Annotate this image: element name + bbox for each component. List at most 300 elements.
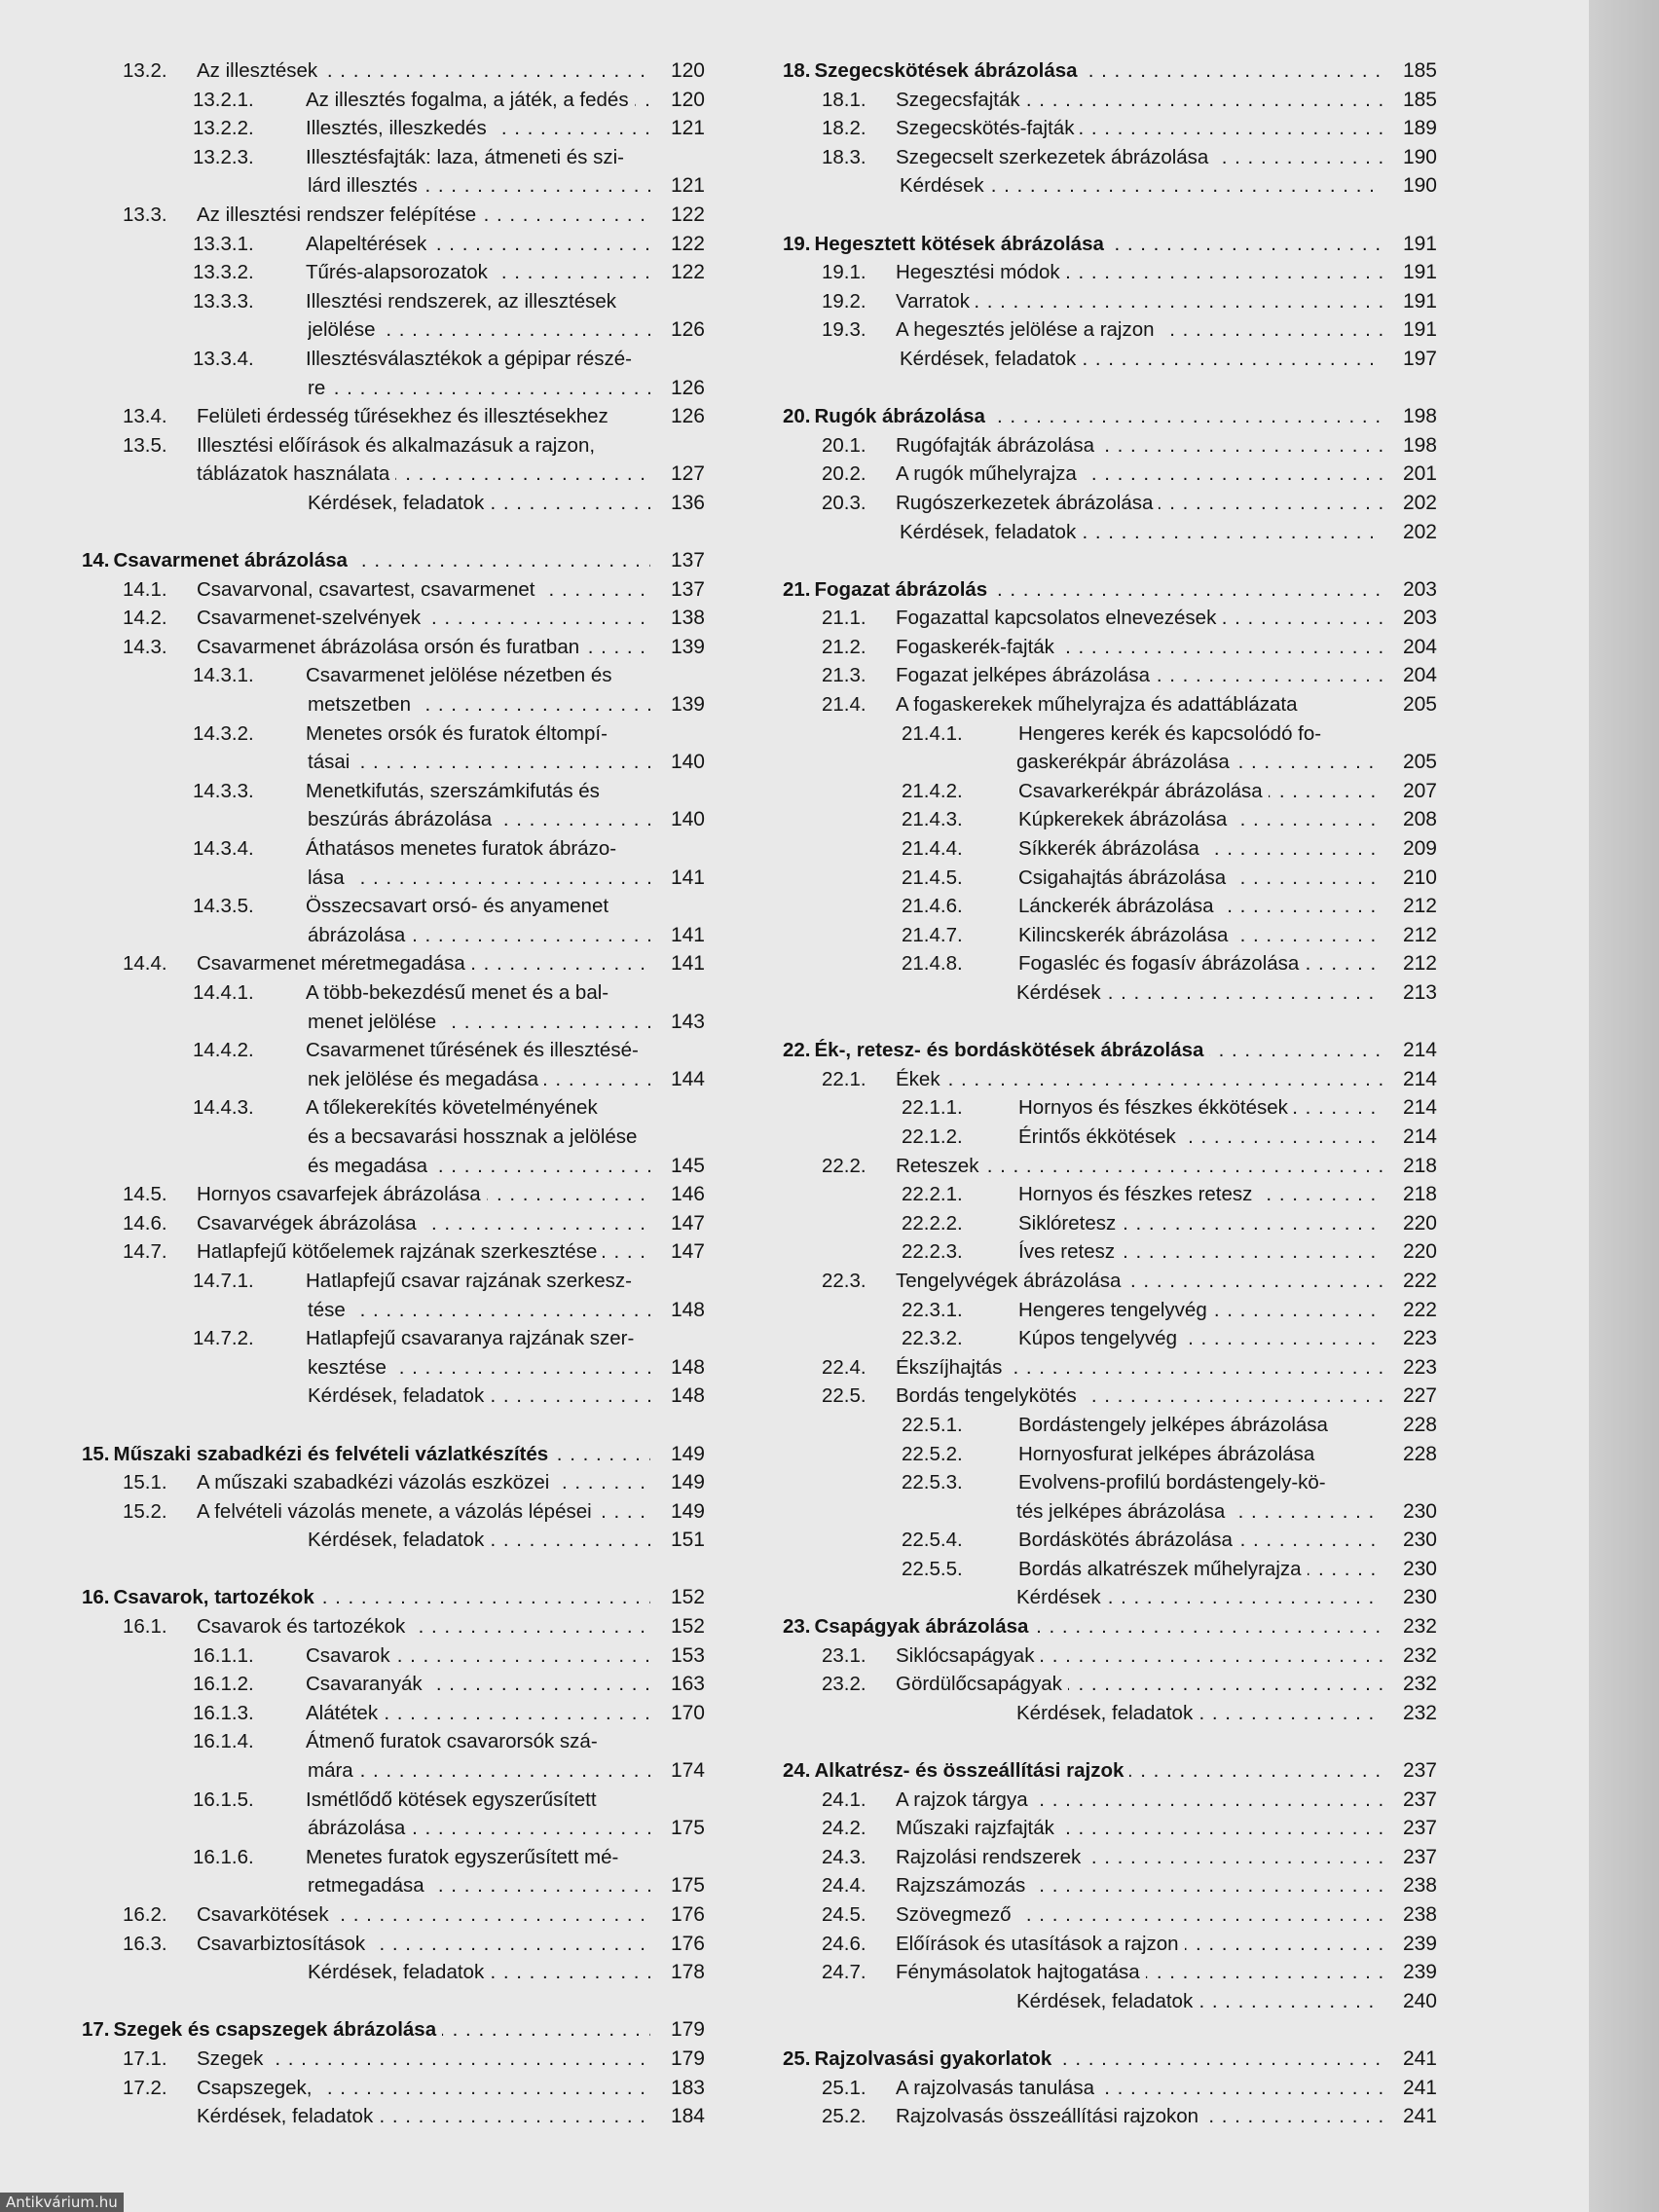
toc-entry-page: 137 [670, 549, 705, 572]
toc-entry-page: 239 [1402, 1961, 1437, 1984]
toc-entry [783, 1526, 1437, 1555]
toc-entry-title: Csavarvégek ábrázolása [197, 1212, 423, 1235]
toc-entry-title: táblázatok használata [197, 462, 395, 485]
toc-entry [82, 230, 705, 259]
toc-entry [783, 1555, 1437, 1584]
toc-entry-page: 179 [670, 2018, 705, 2042]
toc-entry-number: 21.4. [822, 693, 866, 717]
toc-entry-number: 21.3. [822, 664, 866, 687]
toc-entry [82, 460, 705, 489]
toc-entry [783, 719, 1437, 749]
toc-entry-title: Hornyosfurat jelképes ábrázolása [1018, 1443, 1320, 1465]
toc-entry-title: Bordáskötés ábrázolása [1018, 1529, 1238, 1551]
toc-entry-page: 139 [670, 693, 705, 717]
toc-chapter [82, 1440, 705, 1469]
toc-entry-title: Ékek [896, 1068, 946, 1090]
toc-entry-title: Csavarbiztosítások [197, 1933, 371, 1955]
toc-entry-number: 22.1.1. [902, 1096, 963, 1120]
toc-entry-title: Szegecselt szerkezetek ábrázolása [896, 146, 1214, 168]
toc-entry [783, 1987, 1437, 2016]
toc-entry-page: 140 [670, 751, 705, 774]
toc-entry [82, 1267, 705, 1296]
toc-chapter [783, 230, 1437, 259]
toc-entry-page: 220 [1402, 1211, 1437, 1235]
toc-column-left [82, 56, 705, 2131]
toc-entry-title: Előírások és utasítások a rajzon [896, 1933, 1185, 1955]
toc-entry-page: 126 [670, 318, 705, 342]
toc-entry-title: Tengelyvégek ábrázolása [896, 1270, 1126, 1292]
toc-entry-title: Siklóretesz [1018, 1212, 1122, 1235]
toc-entry-title: Rajzolvasási gyakorlatok [815, 2047, 1058, 2070]
toc-entry-title: Kérdések, feladatok [308, 492, 490, 514]
toc-entry [783, 1093, 1437, 1123]
toc-entry-number: 23.2. [822, 1673, 866, 1696]
toc-entry [82, 431, 705, 461]
toc-entry-page: 190 [1402, 174, 1437, 198]
toc-entry-title: retmegadása [308, 1874, 430, 1897]
toc-entry-number: 24.7. [822, 1961, 866, 1984]
toc-entry-title: Műszaki szabadkézi és felvételi vázlatkészítés [114, 1443, 555, 1465]
toc-entry [783, 921, 1437, 950]
toc-entry-page: 203 [1402, 577, 1437, 601]
toc-entry-number: 14.7.1. [193, 1269, 254, 1292]
toc-entry-number: 14.3.5. [193, 895, 254, 918]
toc-entry [783, 1843, 1437, 1872]
toc-entry-title: Csavarmenet ábrázolása [114, 549, 353, 571]
toc-entry-page: 232 [1402, 1701, 1437, 1724]
toc-entry-page: 241 [1402, 2076, 1437, 2099]
watermark-footer: Antikvárium.hu [0, 2193, 124, 2212]
toc-entry-page: 147 [670, 1211, 705, 1235]
toc-entry-number: 13.3.3. [193, 289, 254, 313]
toc-entry-title: Ismétlődő kötések egyszerűsített [306, 1788, 603, 1811]
toc-entry-page: 241 [1402, 2046, 1437, 2070]
toc-entry-number: 14.3.2. [193, 721, 254, 745]
toc-chapter [82, 2015, 705, 2045]
toc-entry-page: 210 [1402, 866, 1437, 889]
toc-entry-title: Érintős ékkötések [1018, 1125, 1182, 1148]
toc-entry-page: 212 [1402, 895, 1437, 918]
toc-entry [82, 1756, 705, 1786]
toc-entry-page: 122 [670, 261, 705, 284]
toc-entry [783, 690, 1437, 719]
toc-entry-number: 16.2. [123, 1903, 167, 1926]
toc-entry [82, 2045, 705, 2074]
toc-entry-title: Tűrés-alapsorozatok [306, 261, 494, 283]
toc-entry-title: re [308, 377, 331, 399]
toc-entry-number: 22.2. [822, 1154, 866, 1177]
toc-entry-page: 152 [670, 1615, 705, 1639]
toc-entry [82, 2074, 705, 2103]
toc-entry-page: 152 [670, 1586, 705, 1609]
toc-entry-title: Kérdések, feladatok [308, 1961, 490, 1983]
toc-entry-number: 13.2.1. [193, 88, 254, 111]
toc-entry [783, 834, 1437, 864]
toc-entry-number: 13.2.2. [193, 117, 254, 140]
toc-entry-title: Bordástengely jelképes ábrázolása [1018, 1414, 1334, 1436]
toc-entry [783, 1583, 1437, 1612]
toc-entry-page: 230 [1402, 1557, 1437, 1580]
toc-entry-number: 22.5.2. [902, 1442, 963, 1465]
toc-entry-title: beszúrás ábrázolása [308, 808, 498, 830]
toc-entry [783, 1641, 1437, 1671]
toc-entry-number: 22.3.2. [902, 1327, 963, 1350]
toc-entry [783, 748, 1437, 777]
toc-entry-number: 14. [82, 549, 110, 572]
toc-entry [783, 1670, 1437, 1699]
toc-entry-title: A rajzok tárgya [896, 1788, 1034, 1811]
toc-entry [82, 892, 705, 921]
toc-entry-number: 21.2. [822, 635, 866, 658]
toc-entry [783, 1930, 1437, 1959]
toc-entry-page: 149 [670, 1442, 705, 1465]
toc-entry [783, 114, 1437, 143]
toc-entry-title: Rugószerkezetek ábrázolása [896, 492, 1159, 514]
toc-entry-page: 141 [670, 952, 705, 976]
toc-entry-title: Illesztés, illeszkedés [306, 117, 493, 139]
toc-entry-number: 21.4.6. [902, 895, 963, 918]
toc-entry-number: 25.2. [822, 2105, 866, 2128]
toc-entry-page: 230 [1402, 1529, 1437, 1552]
toc-entry-number: 16.3. [123, 1932, 167, 1955]
toc-entry-number: 24.2. [822, 1817, 866, 1840]
toc-entry-number: 22.5.1. [902, 1413, 963, 1436]
toc-entry-page: 146 [670, 1183, 705, 1206]
toc-entry-number: 24.5. [822, 1903, 866, 1926]
toc-entry-number: 20.3. [822, 491, 866, 514]
toc-entry [82, 661, 705, 690]
toc-entry-page: 237 [1402, 1788, 1437, 1811]
toc-entry-page: 222 [1402, 1269, 1437, 1292]
toc-entry-number: 21.4.3. [902, 808, 963, 831]
toc-entry [82, 1353, 705, 1382]
toc-entry-title: Fogazat ábrázolás [815, 578, 994, 601]
toc-entry-title: Ék-, retesz- és bordáskötések ábrázolása [815, 1039, 1210, 1061]
toc-entry-title: A tőlekerekítés követelményének [306, 1096, 604, 1119]
toc-entry-title: Fogasléc és fogasív ábrázolása [1018, 952, 1305, 975]
toc-entry [783, 1180, 1437, 1209]
toc-entry [82, 1123, 705, 1152]
toc-entry-number: 18.3. [822, 145, 866, 168]
toc-entry [783, 287, 1437, 316]
toc-entry-title: Rugófajták ábrázolása [896, 434, 1100, 457]
toc-chapter [783, 56, 1437, 86]
toc-entry [783, 777, 1437, 806]
toc-entry-page: 207 [1402, 779, 1437, 802]
toc-entry-title: Az illesztés fogalma, a játék, a fedés [306, 89, 635, 111]
toc-entry [783, 1497, 1437, 1527]
toc-entry [783, 864, 1437, 893]
toc-entry [783, 1411, 1437, 1440]
toc-entry-title: Kérdések, feladatok [308, 1384, 490, 1407]
toc-entry-title: Kérdések, feladatok [900, 521, 1082, 543]
toc-entry-page: 237 [1402, 1817, 1437, 1840]
toc-entry [82, 86, 705, 115]
toc-entry-number: 21.4.7. [902, 923, 963, 946]
toc-entry-page: 151 [670, 1529, 705, 1552]
toc-entry-page: 176 [670, 1903, 705, 1926]
toc-entry-page: 232 [1402, 1643, 1437, 1667]
toc-entry-page: 214 [1402, 1096, 1437, 1120]
toc-entry-number: 17.2. [123, 2076, 167, 2099]
toc-entry-page: 175 [670, 1817, 705, 1840]
toc-entry-page: 202 [1402, 520, 1437, 543]
toc-entry-title: Reteszek [896, 1155, 984, 1177]
toc-entry-title: Rajzszámozás [896, 1874, 1031, 1897]
toc-entry-title: Az illesztési rendszer felépítése [197, 203, 482, 226]
toc-entry-title: Hatlapfejű csavar rajzának szerkesz- [306, 1270, 638, 1292]
toc-entry-title: Hatlapfejű csavaranya rajzának szer- [306, 1327, 640, 1349]
toc-entry-number: 24.3. [822, 1845, 866, 1868]
toc-entry-number: 16.1.4. [193, 1730, 254, 1753]
toc-entry [783, 1296, 1437, 1325]
toc-entry-number: 21. [783, 577, 811, 601]
toc-entry-page: 149 [670, 1471, 705, 1494]
toc-entry [82, 864, 705, 893]
toc-entry-page: 220 [1402, 1240, 1437, 1264]
toc-entry-title: Műszaki rajzfajták [896, 1817, 1060, 1839]
toc-entry-number: 24.4. [822, 1874, 866, 1898]
toc-entry-page: 205 [1402, 751, 1437, 774]
toc-entry-title: Alkatrész- és összeállítási rajzok [815, 1759, 1130, 1782]
toc-entry-title: Síkkerék ábrázolása [1018, 837, 1205, 860]
toc-entry-title: gaskerékpár ábrázolása [1016, 751, 1235, 773]
toc-entry-title: A hegesztés jelölése a rajzon [896, 318, 1161, 341]
toc-entry [783, 1209, 1437, 1238]
toc-entry-page: 183 [670, 2076, 705, 2099]
toc-entry [82, 1209, 705, 1238]
toc-entry-page: 121 [670, 117, 705, 140]
toc-entry-number: 24.1. [822, 1788, 866, 1811]
toc-entry-title: Hegesztett kötések ábrázolása [815, 233, 1110, 255]
toc-entry-page: 145 [670, 1154, 705, 1177]
toc-entry-page: 205 [1402, 693, 1437, 717]
toc-entry [82, 1468, 705, 1497]
toc-entry-number: 19.1. [822, 261, 866, 284]
toc-entry-page: 136 [670, 491, 705, 514]
toc-entry-page: 230 [1402, 1499, 1437, 1523]
toc-entry [783, 1065, 1437, 1094]
toc-entry-title: kesztése [308, 1356, 392, 1379]
toc-entry-number: 23. [783, 1615, 811, 1639]
toc-entry-page: 208 [1402, 808, 1437, 831]
toc-entry-title: Csavarkötések [197, 1903, 335, 1926]
toc-entry-page: 140 [670, 808, 705, 831]
toc-entry-title: Kilincskerék ábrázolása [1018, 924, 1234, 946]
toc-entry-page: 147 [670, 1240, 705, 1264]
toc-entry [82, 1612, 705, 1641]
toc-entry [783, 460, 1437, 489]
toc-entry [783, 1699, 1437, 1728]
toc-entry-number: 16.1.1. [193, 1643, 254, 1667]
toc-entry-page: 232 [1402, 1673, 1437, 1696]
toc-entry-page: 189 [1402, 117, 1437, 140]
toc-entry [82, 56, 705, 86]
toc-entry-title: Gördülőcsapágyak [896, 1673, 1068, 1695]
toc-entry-title: Csavarkerékpár ábrázolása [1018, 780, 1269, 802]
toc-entry-page: 148 [670, 1384, 705, 1408]
toc-entry-title: A rugók műhelyrajza [896, 462, 1083, 485]
toc-entry-title: Szegek [197, 2047, 269, 2070]
toc-entry-title: Kérdések, feladatok [1016, 1990, 1198, 2012]
toc-entry-title: Csavarmenet tűrésének és illesztésé- [306, 1039, 645, 1061]
toc-entry-number: 17.1. [123, 2046, 167, 2070]
toc-entry-number: 22.5.3. [902, 1471, 963, 1494]
toc-entry-title: A fogaskerekek műhelyrajza és adattáblázata [896, 693, 1304, 716]
toc-entry-title: Illesztési rendszerek, az illesztések [306, 290, 622, 313]
toc-entry-number: 14.2. [123, 607, 167, 630]
toc-entry-number: 23.1. [822, 1643, 866, 1667]
toc-entry [783, 345, 1437, 374]
toc-entry [82, 1497, 705, 1527]
toc-entry [783, 604, 1437, 633]
toc-entry [783, 1324, 1437, 1353]
toc-entry [783, 2102, 1437, 2131]
toc-entry-page: 144 [670, 1067, 705, 1090]
toc-entry [783, 489, 1437, 518]
toc-entry-number: 21.4.8. [902, 952, 963, 976]
toc-entry-page: 121 [670, 174, 705, 198]
toc-entry-number: 16.1.5. [193, 1788, 254, 1811]
toc-entry-number: 21.4.1. [902, 721, 963, 745]
toc-entry-page: 149 [670, 1499, 705, 1523]
toc-entry-number: 22.5.5. [902, 1557, 963, 1580]
toc-entry-title: Csapágyak ábrázolása [815, 1615, 1035, 1638]
toc-entry-page: 223 [1402, 1327, 1437, 1350]
toc-column-right [783, 56, 1437, 2131]
toc-entry-title: A felvételi vázolás menete, a vázolás lépései [197, 1500, 598, 1523]
toc-entry-title: Varratok [896, 290, 976, 313]
toc-entry [783, 1958, 1437, 1987]
toc-entry-number: 14.4. [123, 952, 167, 976]
toc-entry-title: Hornyos és fészkes ékkötések [1018, 1096, 1294, 1119]
toc-entry [783, 431, 1437, 461]
toc-entry-title: Csigahajtás ábrázolása [1018, 866, 1232, 889]
toc-entry-number: 15. [82, 1442, 110, 1465]
toc-entry [783, 1814, 1437, 1843]
toc-entry [82, 1871, 705, 1900]
toc-entry-title: Rajzolási rendszerek [896, 1846, 1087, 1868]
toc-entry-page: 139 [670, 635, 705, 658]
toc-entry-number: 13.3. [123, 203, 167, 226]
toc-entry-title: lása [308, 866, 350, 889]
toc-entry [783, 1267, 1437, 1296]
toc-entry-title: Összecsavart orsó- és anyamenet [306, 895, 614, 917]
toc-entry-title: Hornyos és fészkes retesz [1018, 1183, 1258, 1205]
toc-entry-number: 18.2. [822, 117, 866, 140]
toc-entry-title: Illesztési előírások és alkalmazásuk a rajzon, [197, 434, 601, 457]
toc-entry-page: 122 [670, 232, 705, 255]
toc-entry-page: 227 [1402, 1384, 1437, 1408]
toc-entry-number: 14.7. [123, 1240, 167, 1264]
toc-entry [82, 2102, 705, 2131]
toc-entry [783, 633, 1437, 662]
toc-entry-title: Menetes orsók és furatok éltompí- [306, 722, 613, 745]
toc-entry-page: 214 [1402, 1067, 1437, 1090]
toc-entry-title: Kérdések, feladatok [308, 1529, 490, 1551]
toc-entry-title: Fogazattal kapcsolatos elnevezések [896, 607, 1222, 629]
toc-entry [82, 402, 705, 431]
toc-entry [783, 892, 1437, 921]
toc-entry-title: tés jelképes ábrázolása [1016, 1500, 1231, 1523]
toc-entry-page: 197 [1402, 347, 1437, 370]
toc-entry [783, 1123, 1437, 1152]
toc-entry-number: 18. [783, 59, 811, 82]
toc-entry-title: Fénymásolatok hajtogatása [896, 1961, 1146, 1983]
toc-entry [82, 1930, 705, 1959]
toc-entry [783, 518, 1437, 547]
toc-entry-title: Szegecskötés-fajták [896, 117, 1080, 139]
toc-entry-page: 237 [1402, 1759, 1437, 1783]
toc-entry [82, 114, 705, 143]
toc-chapter [783, 1612, 1437, 1641]
toc-entry [783, 2074, 1437, 2103]
toc-entry-number: 13.3.2. [193, 261, 254, 284]
toc-entry-number: 17. [82, 2018, 110, 2042]
toc-entry [783, 1786, 1437, 1815]
toc-entry-title: A rajzolvasás tanulása [896, 2077, 1100, 2099]
toc-entry [82, 633, 705, 662]
toc-entry-number: 21.4.4. [902, 837, 963, 861]
toc-entry [783, 1900, 1437, 1930]
toc-entry-page: 148 [670, 1355, 705, 1379]
toc-entry-page: 148 [670, 1298, 705, 1321]
toc-entry-title: lárd illesztés [308, 174, 424, 197]
toc-entry-page: 141 [670, 866, 705, 889]
toc-entry [82, 143, 705, 172]
toc-entry-page: 170 [670, 1701, 705, 1724]
toc-entry-number: 22.1. [822, 1067, 866, 1090]
toc-entry-title: ábrázolása [308, 1817, 411, 1839]
toc-entry-page: 230 [1402, 1586, 1437, 1609]
toc-entry-page: 191 [1402, 318, 1437, 342]
toc-entry [82, 690, 705, 719]
toc-entry-number: 13.3.1. [193, 232, 254, 255]
toc-entry [82, 201, 705, 230]
toc-entry-title: Az illesztések [197, 59, 323, 82]
toc-entry-page: 127 [670, 462, 705, 486]
toc-entry-title: mára [308, 1759, 359, 1782]
toc-entry-page: 238 [1402, 1903, 1437, 1926]
toc-entry [783, 86, 1437, 115]
toc-entry-title: Hengeres kerék és kapcsolódó fo- [1018, 722, 1327, 745]
toc-entry-number: 22. [783, 1039, 811, 1062]
toc-entry [783, 805, 1437, 834]
toc-entry-title: Csavarmenet jelölése nézetben és [306, 664, 618, 686]
toc-entry [82, 949, 705, 978]
toc-entry-title: metszetben [308, 693, 417, 716]
toc-entry-title: Rajzolvasás összeállítási rajzokon [896, 2105, 1204, 2127]
toc-entry-page: 176 [670, 1932, 705, 1955]
toc-entry-number: 15.2. [123, 1499, 167, 1523]
toc-entry-number: 14.1. [123, 577, 167, 601]
toc-entry [783, 1468, 1437, 1497]
toc-entry-number: 24. [783, 1759, 811, 1783]
toc-entry-number: 16.1. [123, 1615, 167, 1639]
toc-entry [783, 171, 1437, 201]
toc-entry [82, 1526, 705, 1555]
toc-entry [783, 143, 1437, 172]
toc-entry-number: 14.5. [123, 1183, 167, 1206]
toc-entry-title: Kérdések, feladatok [1016, 1702, 1198, 1724]
toc-entry [82, 1900, 705, 1930]
toc-entry-number: 21.1. [822, 607, 866, 630]
toc-entry [82, 1296, 705, 1325]
toc-entry-title: ábrázolása [308, 924, 411, 946]
toc-entry-title: Csavarok [306, 1644, 396, 1667]
toc-entry-title: Fogazat jelképes ábrázolása [896, 664, 1156, 686]
toc-entry [783, 978, 1437, 1008]
